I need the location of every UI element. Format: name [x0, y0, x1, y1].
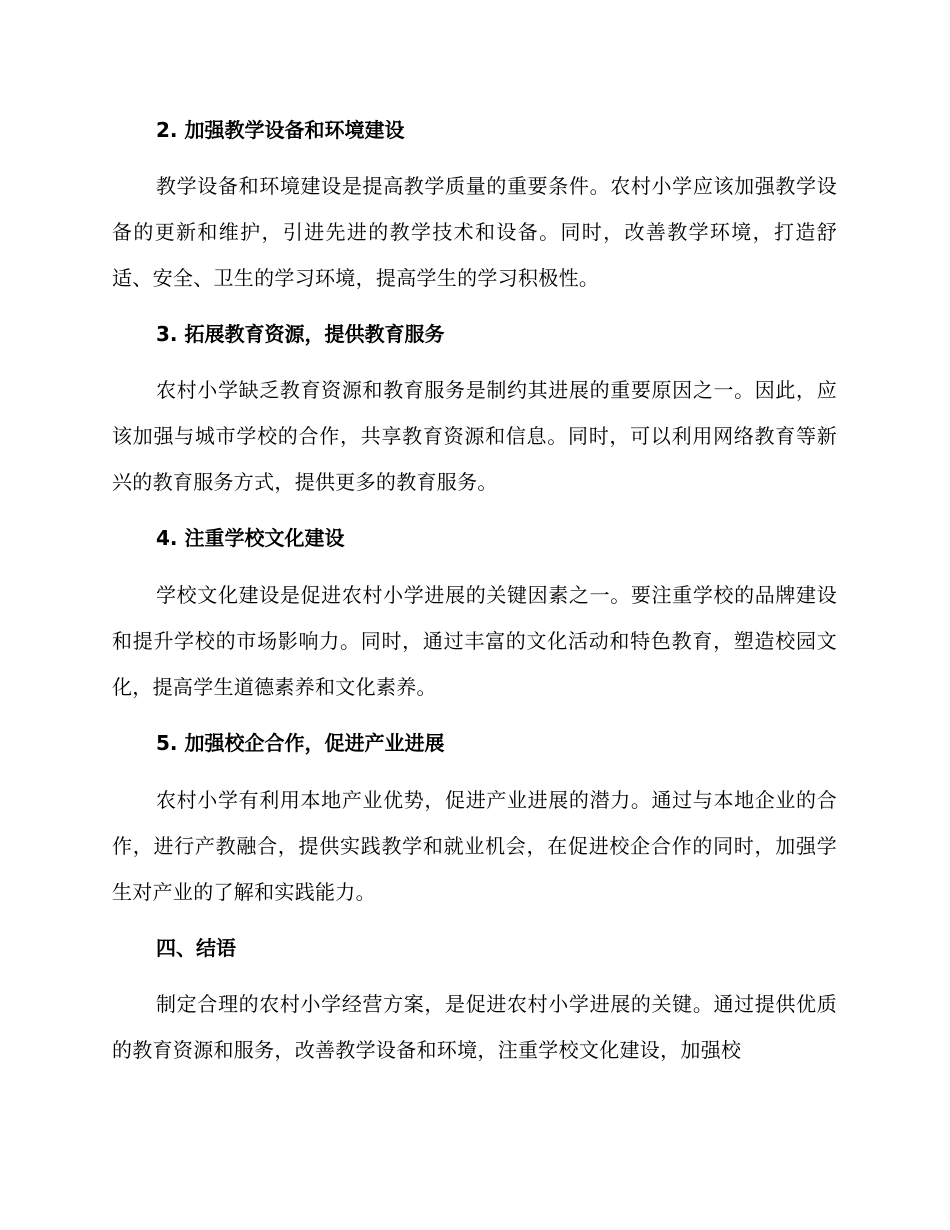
section-heading: 5. 加强校企合作，促进产业进展	[156, 731, 445, 755]
section-heading: 2. 加强教学设备和环境建设	[156, 118, 405, 142]
section-paragraph: 学校文化建设是促进农村小学进展的关键因素之一。要注重学校的品牌建设和提升学校的市场影响力。同时，通过丰富的文化活动和特色教育，塑造校园文化，提高学生道德素养和文化素养。	[112, 583, 837, 699]
section-paragraph: 农村小学缺乏教育资源和教育服务是制约其进展的重要原因之一。因此，应该加强与城市学校的合作，共享教育资源和信息。同时，可以利用网络教育等新兴的教育服务方式，提供更多的教育服务。	[112, 378, 837, 494]
section-heading: 3. 拓展教育资源，提供教育服务	[156, 322, 445, 346]
section-heading: 四、结语	[156, 936, 236, 960]
section-paragraph: 制定合理的农村小学经营方案，是促进农村小学进展的关键。通过提供优质的教育资源和服务，改善教学设备和环境，注重学校文化建设，加强校	[112, 992, 837, 1062]
section-paragraph: 农村小学有利用本地产业优势，促进产业进展的潜力。通过与本地企业的合作，进行产教融合，提供实践教学和就业机会，在促进校企合作的同时，加强学生对产业的了解和实践能力。	[112, 788, 837, 904]
section-heading: 4. 注重学校文化建设	[156, 526, 345, 550]
section-paragraph: 教学设备和环境建设是提高教学质量的重要条件。农村小学应该加强教学设备的更新和维护，引进先进的教学技术和设备。同时，改善教学环境，打造舒适、安全、卫生的学习环境，提高学生的学习积极性。	[112, 174, 837, 290]
